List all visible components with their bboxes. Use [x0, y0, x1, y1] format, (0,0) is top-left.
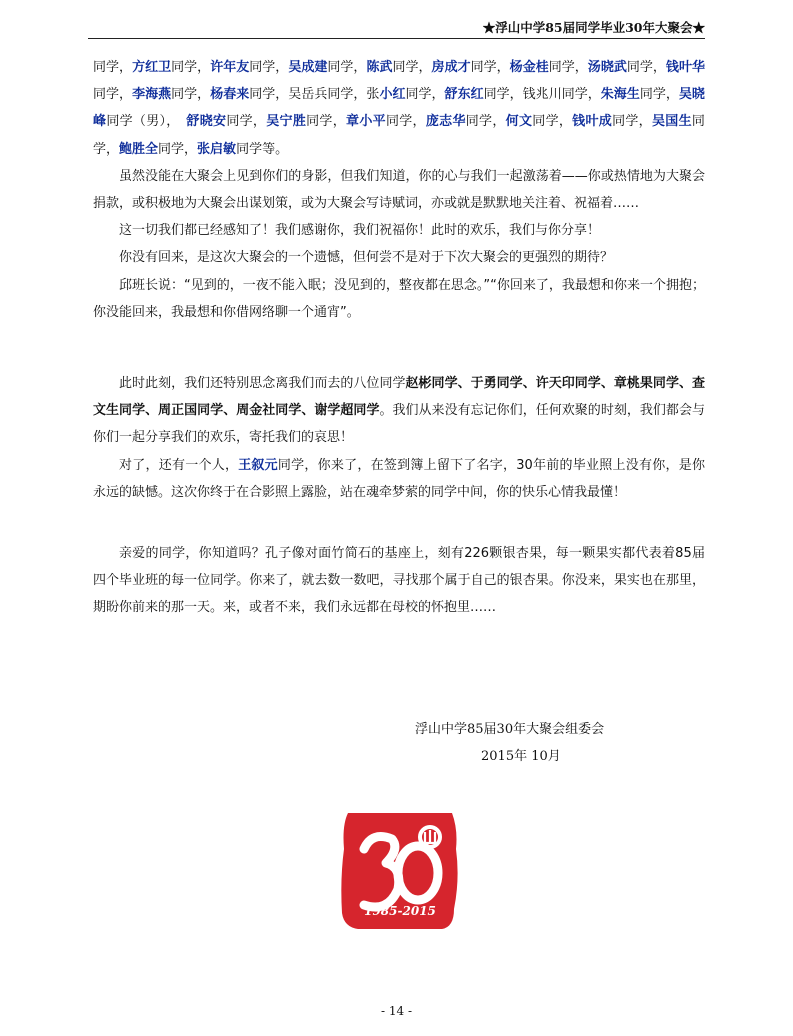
- signature-org: 浮山中学85届30年大聚会组委会: [415, 722, 605, 737]
- classmate-name: 方红卫: [132, 60, 172, 75]
- paragraph-memorial: [93, 370, 705, 452]
- name-separator: 同学，钱兆川同学，: [483, 87, 601, 103]
- paragraph-wang: [93, 452, 705, 506]
- name-separator: 同学，: [171, 60, 211, 75]
- name-separator: 同学，: [327, 60, 367, 75]
- name-separator: 同学，: [171, 87, 211, 103]
- paragraph-quote: 邱班长说：“见到的，一夜不能入眠；没见到的，整夜都在思念。”“你回来了，我最想和你来一个拥抱；你没能回来，我最想和你借网络聊一个通宵”。: [93, 277, 705, 320]
- name-separator: 同学，: [249, 60, 289, 75]
- wang-intro: 对了，还有一个人，: [119, 457, 239, 473]
- name-separator: 同学，: [470, 60, 510, 75]
- name-separator: 同学，: [392, 60, 432, 75]
- signature-date: 2015年 10月: [481, 749, 561, 764]
- classmate-name: 李海燕: [132, 87, 172, 103]
- memorial-intro: 此时此刻，我们还特别思念离我们而去的八位同学: [119, 376, 406, 391]
- name-separator: 同学，: [158, 141, 198, 157]
- thanks-name-list: [93, 54, 705, 163]
- classmate-name: 汤晓武: [587, 60, 627, 75]
- classmate-name: 钱叶成: [572, 114, 613, 130]
- name-separator: 同学，: [306, 114, 347, 130]
- classmate-name: 吴国生: [651, 114, 692, 130]
- classmate-name: 吴晓峰: [93, 87, 705, 130]
- classmate-name: 庞志华: [425, 114, 466, 130]
- classmate-name: 小红: [379, 87, 406, 103]
- classmate-name: 张启敏: [197, 141, 237, 157]
- anniversary-30-seal-icon: [338, 809, 462, 933]
- name-separator: 同学等。: [236, 141, 289, 157]
- name-separator: 同学（男），: [106, 114, 187, 130]
- classmate-name: 房成才: [431, 60, 471, 75]
- memorial-names: 赵彬同学、于勇同学、许天印同学、章桃果同学、查文生同学、周正国同学、周金社同学、谢学超同学: [93, 376, 705, 419]
- classmate-name: 陈武: [366, 60, 393, 75]
- name-separator: 同学，: [532, 114, 573, 130]
- name-separator: 同学，: [93, 60, 133, 75]
- classmate-name: 杨春来: [210, 87, 250, 103]
- memorial-outro: 。我们从来没有忘记你们，任何欢聚的时刻，我们都会与你们一起分享我们的欢乐，寄托我们的哀思！: [93, 403, 705, 446]
- name-separator: 同学，: [405, 87, 445, 103]
- classmate-name: 朱海生: [600, 87, 640, 103]
- classmate-name: 舒东红: [444, 87, 484, 103]
- name-separator: 同学，: [548, 60, 588, 75]
- classmate-name: 许年友: [210, 60, 250, 75]
- classmate-name: 吴成建: [288, 60, 328, 75]
- classmate-name: 鲍胜全: [119, 141, 159, 157]
- classmate-name: 舒晓安: [186, 114, 227, 130]
- classmate-name: 杨金桂: [509, 60, 549, 75]
- paragraph-gratitude: 这一切我们都已经感知了！我们感谢你，我们祝福你！此时的欢乐，我们与你分享！: [119, 223, 601, 239]
- paragraph-regret: 你没有回来，是这次大聚会的一个遗憾，但何尝不是对于下次大聚会的更强烈的期待？: [119, 250, 614, 266]
- wang-outro: 同学，你来了，在签到簿上留下了名字，30年前的毕业照上没有你，是你永远的缺憾。这次你终于在合影照上露脸，站在魂牵梦萦的同学中间，你的快乐心情我最懂！: [93, 457, 705, 500]
- header-divider: [88, 38, 705, 39]
- name-separator: 同学，: [639, 87, 679, 103]
- body-text: [93, 54, 705, 326]
- name-separator: 同学，: [626, 60, 666, 75]
- page-number: - 14 -: [380, 1004, 412, 1018]
- paragraph-support: 虽然没能在大聚会上见到你们的身影，但我们知道，你的心与我们一起激荡着——你或热情地为大聚会捐款，或积极地为大聚会出谋划策，或为大聚会写诗赋词，亦或就是默默地关注着、祝福着……: [93, 168, 705, 212]
- name-separator: 同学，: [93, 87, 133, 103]
- page-header-title: ★浮山中学85届同学毕业30年大聚会★: [482, 20, 705, 35]
- classmate-name: 吴宁胜: [266, 114, 307, 130]
- name-separator: 同学，: [226, 114, 267, 130]
- name-separator: 同学，: [385, 114, 426, 130]
- classmate-name: 钱叶华: [665, 60, 705, 75]
- name-separator: 同学，吴岳兵同学，张: [249, 87, 380, 103]
- classmate-name: 何文: [505, 114, 533, 130]
- logo-years: 1985-2015: [364, 904, 436, 918]
- ginkgo-section: [93, 540, 705, 622]
- memorial-section: [93, 370, 705, 506]
- wang-name: 王叙元: [238, 457, 278, 473]
- name-separator: 同学，: [93, 114, 705, 157]
- signature-block: [415, 716, 604, 770]
- classmate-name: 章小平: [346, 114, 386, 130]
- name-separator: 同学，: [612, 114, 652, 130]
- name-separator: 同学，: [465, 114, 506, 130]
- paragraph-ginkgo: 亲爱的同学，你知道吗？孔子像对面竹简石的基座上，刻有226颗银杏果，每一颗果实都代表着85届四个毕业班的每一位同学。你来了，就去数一数吧，寻找那个属于自己的银杏果。你没来，果实也在那里，期盼你前来的那一天。来，或者不来，我们永远都在母校的怀抱里……: [93, 546, 705, 616]
